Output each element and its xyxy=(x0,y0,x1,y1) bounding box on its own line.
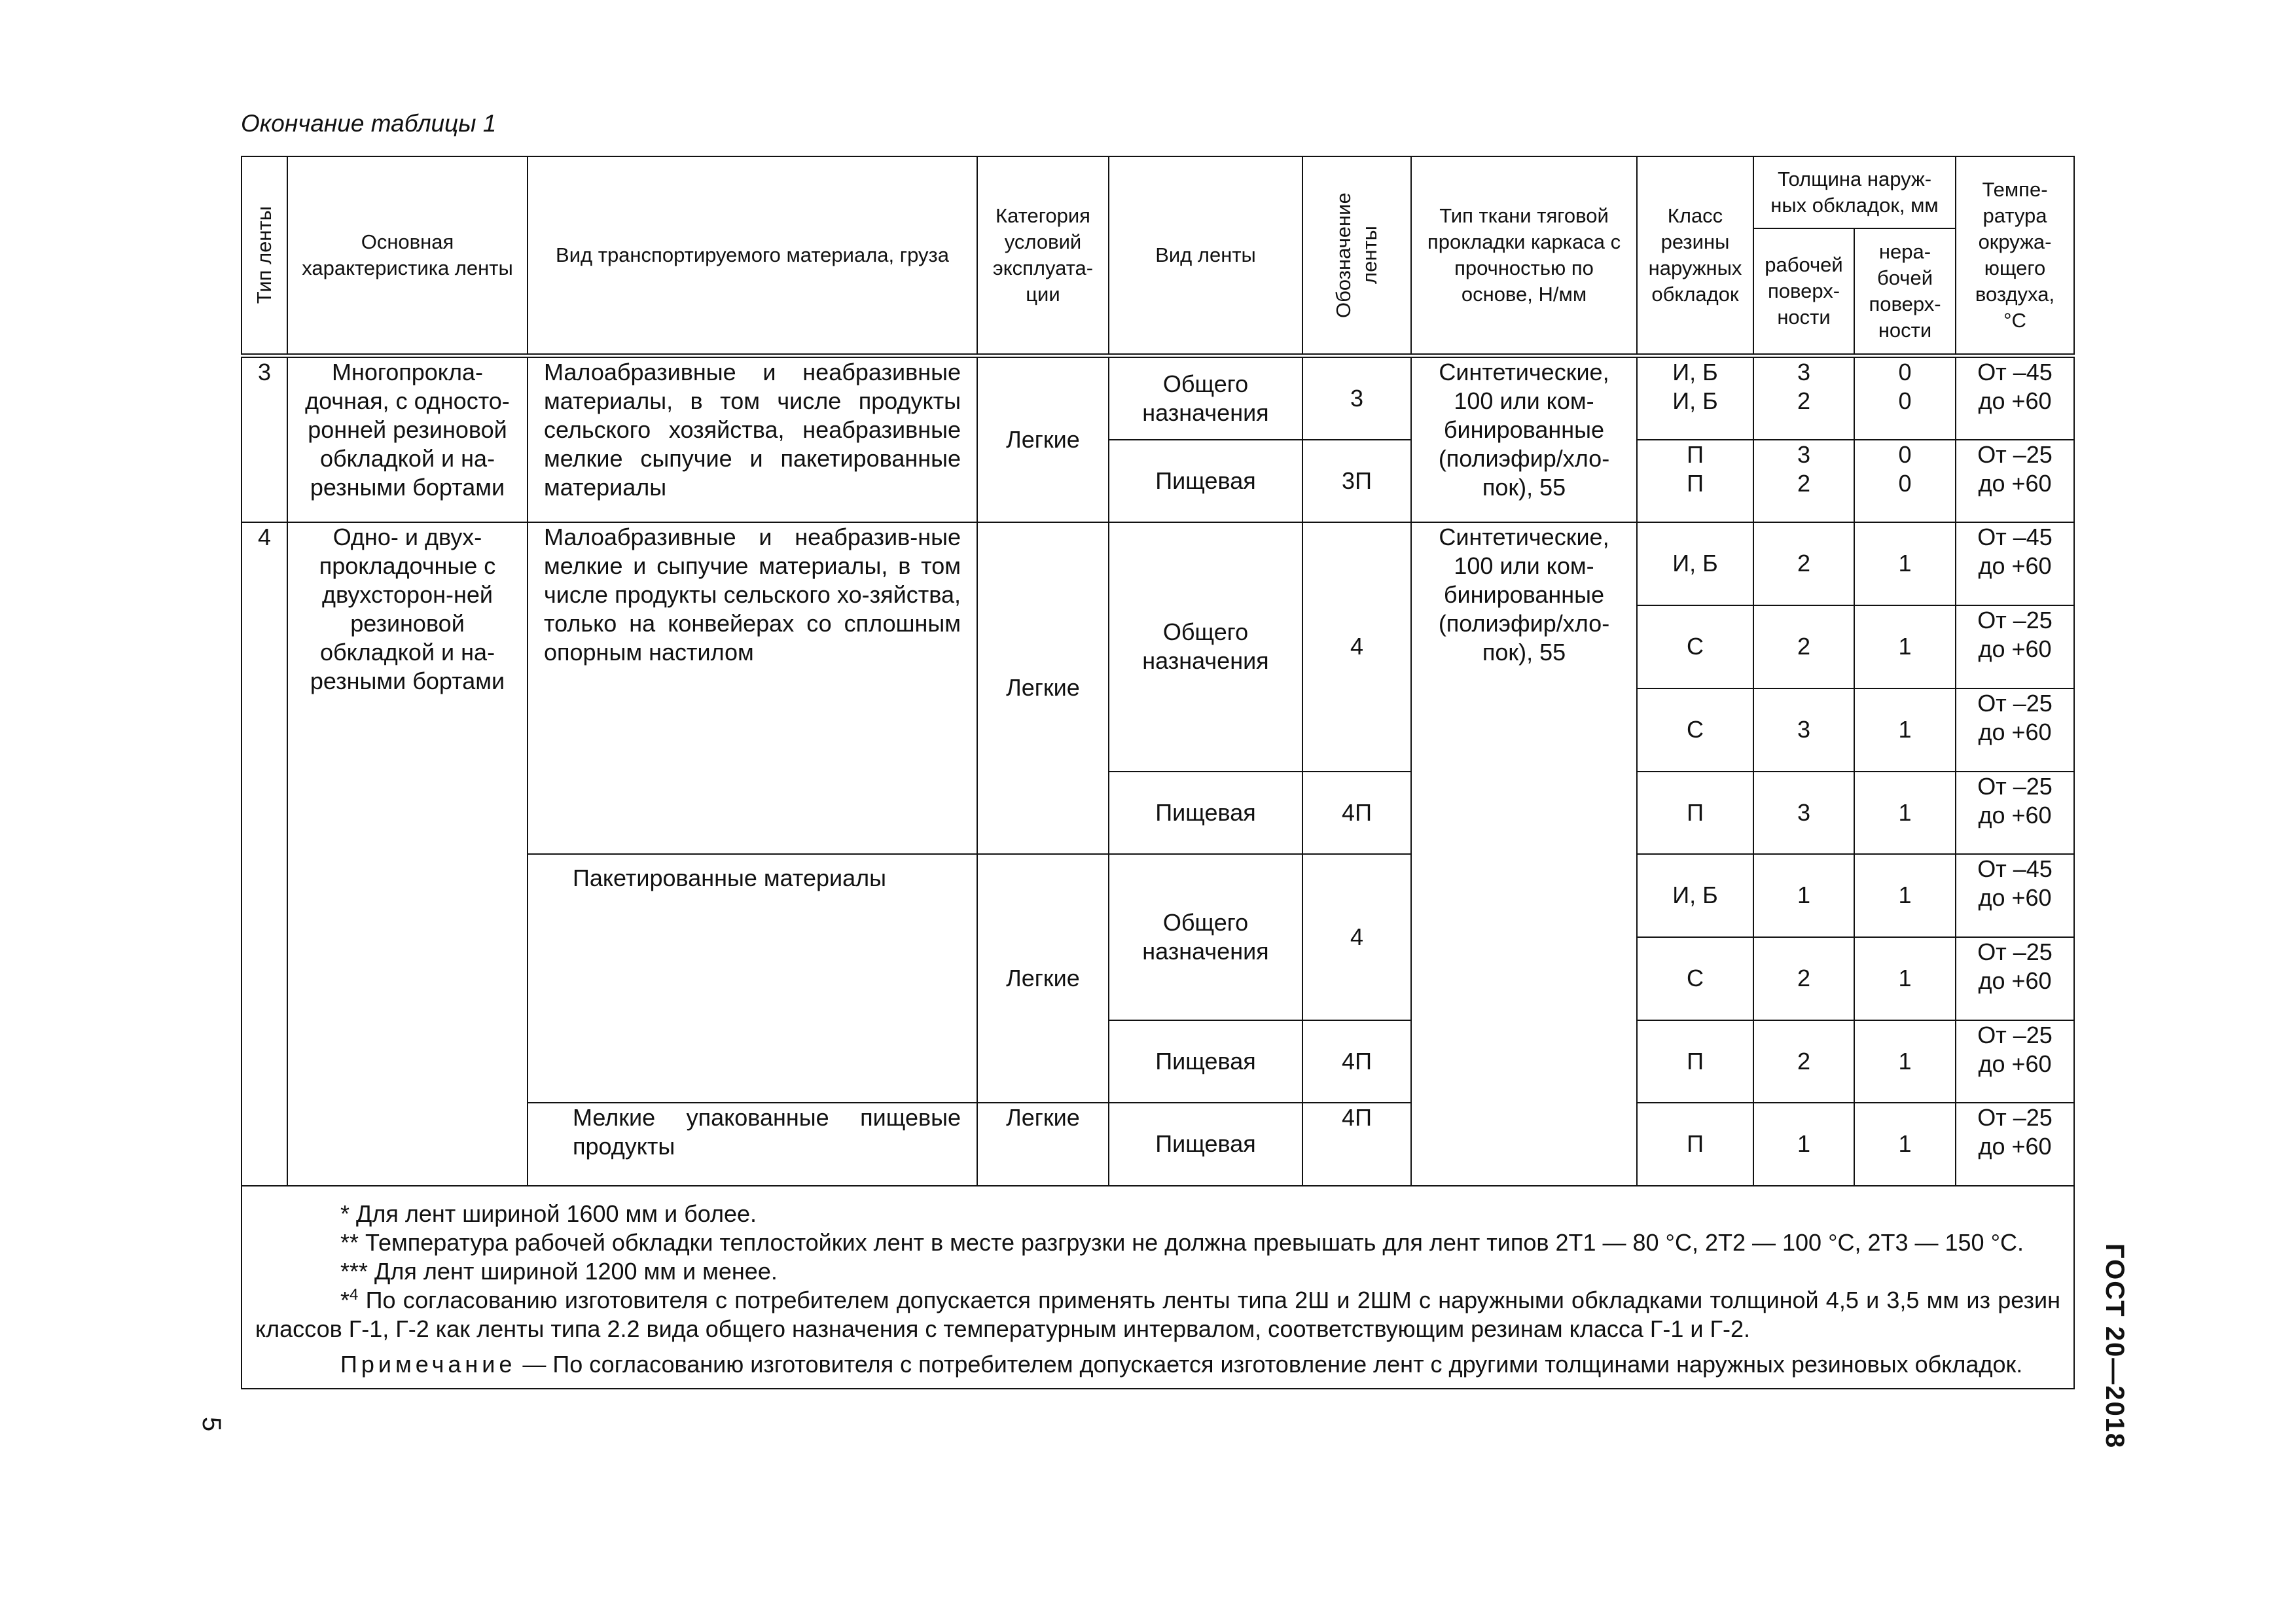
type-4-category-1: Легкие xyxy=(977,522,1109,854)
table-remark: Примечание — По согласованию изготовителя с потребителем допускается изготовление лент с другими толщинами наружных резиновых обкладок. xyxy=(340,1350,2023,1378)
type-3-general-designation: 3 xyxy=(1302,356,1411,440)
type-4-temp: От –25 до +60 xyxy=(1956,1103,2074,1186)
header-category: Категория условий эксплуата-ции xyxy=(977,156,1109,356)
type-4-class: С xyxy=(1637,605,1753,688)
type-4-food-1-designation: 4П xyxy=(1302,772,1411,854)
header-designation: Обозначение ленты xyxy=(1302,156,1411,356)
type-4-nonworking: 1 xyxy=(1854,605,1956,688)
type-3-cell: 3 xyxy=(242,356,287,522)
type-4-working: 2 xyxy=(1753,605,1854,688)
type-4-working: 1 xyxy=(1753,854,1854,937)
type-3-temp-general: От –45 до +60 xyxy=(1956,356,2074,440)
type-3-nonworking-food: 0 0 xyxy=(1854,440,1956,522)
type-4-temp: От –45 до +60 xyxy=(1956,522,2074,605)
type-4-class: И, Б xyxy=(1637,854,1753,937)
type-4-temp: От –25 до +60 xyxy=(1956,772,2074,854)
table-caption: Окончание таблицы 1 xyxy=(241,110,497,137)
type-4-temp: От –25 до +60 xyxy=(1956,688,2074,772)
type-4-working: 3 xyxy=(1753,772,1854,854)
type-4-general-2-designation: 4 xyxy=(1302,854,1411,1020)
type-3-working-food: 3 2 xyxy=(1753,440,1854,522)
footnote-4: *$^4$ По согласованию изготовителя с потребителем допускается применять ленты типа 2Ш и 2ШМ с наружными обкладками толщиной 4,5 и 3,5 мм из резин классов Г-1, Г-2 как ленты типа 2.2 вида общего назначения с температурным интервалом, соответствующим резинам класса Г-1 и Г-2. xyxy=(255,1285,2060,1342)
footnote-3: *** Для лент шириной 1200 мм и менее. xyxy=(340,1257,778,1285)
type-4-class: П xyxy=(1637,772,1753,854)
type-4-working: 1 xyxy=(1753,1103,1854,1186)
type-3-characteristic: Многопрокла-дочная, с односто-ронней резиновой обкладкой и на-резными бортами xyxy=(287,356,528,522)
type-4-nonworking: 1 xyxy=(1854,1103,1956,1186)
type-4-class: С xyxy=(1637,688,1753,772)
type-4-class: С xyxy=(1637,937,1753,1020)
type-4-general-1-designation: 4 xyxy=(1302,522,1411,772)
type-4-class: П xyxy=(1637,1103,1753,1186)
type-4-food-2-designation: 4П xyxy=(1302,1020,1411,1103)
type-4-cell: 4 xyxy=(242,522,287,1186)
header-fabric: Тип ткани тяговой прокладки каркаса с прочностью по основе, Н/мм xyxy=(1411,156,1637,356)
header-thickness: Толщина наруж-ных обкладок, мм xyxy=(1753,156,1956,228)
type-4-food-2: Пищевая xyxy=(1109,1020,1302,1103)
type-4-category-3: Легкие xyxy=(977,1103,1109,1186)
type-4-category-2: Легкие xyxy=(977,854,1109,1103)
footnote-2: ** Температура рабочей обкладки теплостойких лент в месте разгрузки не должна превышать для лент типов 2Т1 — 80 °С, 2Т2 — 100 °С, 2Т3 — 150 °С. xyxy=(340,1228,2024,1256)
type-3-category: Легкие xyxy=(977,356,1109,522)
header-nonworking-surface: нера-бочей поверх-ности xyxy=(1854,228,1956,356)
type-4-general-1: Общего назначения xyxy=(1109,522,1302,772)
footnote-1: * Для лент шириной 1600 мм и более. xyxy=(340,1200,757,1227)
header-characteristic: Основная характеристика ленты xyxy=(287,156,528,356)
page-number: 5 xyxy=(197,1417,226,1432)
header-material: Вид транспортируемого материала, груза xyxy=(528,156,977,356)
type-3-material: Малоабразивные и неабразивные материалы, в том числе продукты сельского хозяйства, неабразивные мелкие сыпучие и пакетированные материалы xyxy=(528,356,977,522)
type-4-working: 2 xyxy=(1753,1020,1854,1103)
type-3-food: Пищевая xyxy=(1109,440,1302,522)
type-4-material-2: Пакетированные материалы xyxy=(528,854,977,1103)
type-4-nonworking: 1 xyxy=(1854,522,1956,605)
type-3-fabric: Синтетические, 100 или ком-бинированные (полиэфир/хло-пок), 55 xyxy=(1411,356,1637,522)
type-4-characteristic: Одно- и двух-прокладочные с двухсторон-ней резиновой обкладкой и на-резными бортами xyxy=(287,522,528,1186)
type-3-nonworking-general: 0 0 xyxy=(1854,356,1956,440)
type-4-class: И, Б xyxy=(1637,522,1753,605)
type-4-nonworking: 1 xyxy=(1854,937,1956,1020)
type-4-nonworking: 1 xyxy=(1854,1020,1956,1103)
type-3-working-general: 3 2 xyxy=(1753,356,1854,440)
type-3-temp-food: От –25 до +60 xyxy=(1956,440,2074,522)
type-4-nonworking: 1 xyxy=(1854,854,1956,937)
type-4-nonworking: 1 xyxy=(1854,772,1956,854)
type-4-working: 2 xyxy=(1753,522,1854,605)
type-4-temp: От –45 до +60 xyxy=(1956,854,2074,937)
type-4-food-3-designation: 4П xyxy=(1302,1103,1411,1186)
type-4-temp: От –25 до +60 xyxy=(1956,1020,2074,1103)
type-4-food-1: Пищевая xyxy=(1109,772,1302,854)
type-3-class-general: И, Б И, Б xyxy=(1637,356,1753,440)
type-4-working: 3 xyxy=(1753,688,1854,772)
type-4-working: 2 xyxy=(1753,937,1854,1020)
header-working-surface: рабочей поверх-ности xyxy=(1753,228,1854,356)
header-rubber-class: Класс резины наружных обкладок xyxy=(1637,156,1753,356)
type-4-material-3: Мелкие упакованные пищевые продукты xyxy=(528,1103,977,1186)
type-4-material-1: Малоабразивные и неабразив-ные мелкие и сыпучие материалы, в том числе продукты сельского хо-зяйства, только на конвейерах со сплошным опорным настилом xyxy=(528,522,977,854)
header-temperature: Темпе-ратура окружа-ющего воздуха, °С xyxy=(1956,156,2074,356)
type-4-food-3: Пищевая xyxy=(1109,1103,1302,1186)
belt-types-table xyxy=(241,156,2075,1389)
type-4-class: П xyxy=(1637,1020,1753,1103)
type-4-temp: От –25 до +60 xyxy=(1956,937,2074,1020)
type-3-food-designation: 3П xyxy=(1302,440,1411,522)
type-3-general: Общего назначения xyxy=(1109,356,1302,440)
type-4-nonworking: 1 xyxy=(1854,688,1956,772)
type-4-fabric: Синтетические, 100 или ком-бинированные (полиэфир/хло-пок), 55 xyxy=(1411,522,1637,1186)
standard-title: ГОСТ 20—2018 xyxy=(2100,1243,2129,1450)
header-type: Тип ленты xyxy=(242,156,287,356)
header-kind: Вид ленты xyxy=(1109,156,1302,356)
type-4-general-2: Общего назначения xyxy=(1109,854,1302,1020)
type-3-class-food: П П xyxy=(1637,440,1753,522)
table-notes xyxy=(242,1186,2074,1389)
type-4-temp: От –25 до +60 xyxy=(1956,605,2074,688)
